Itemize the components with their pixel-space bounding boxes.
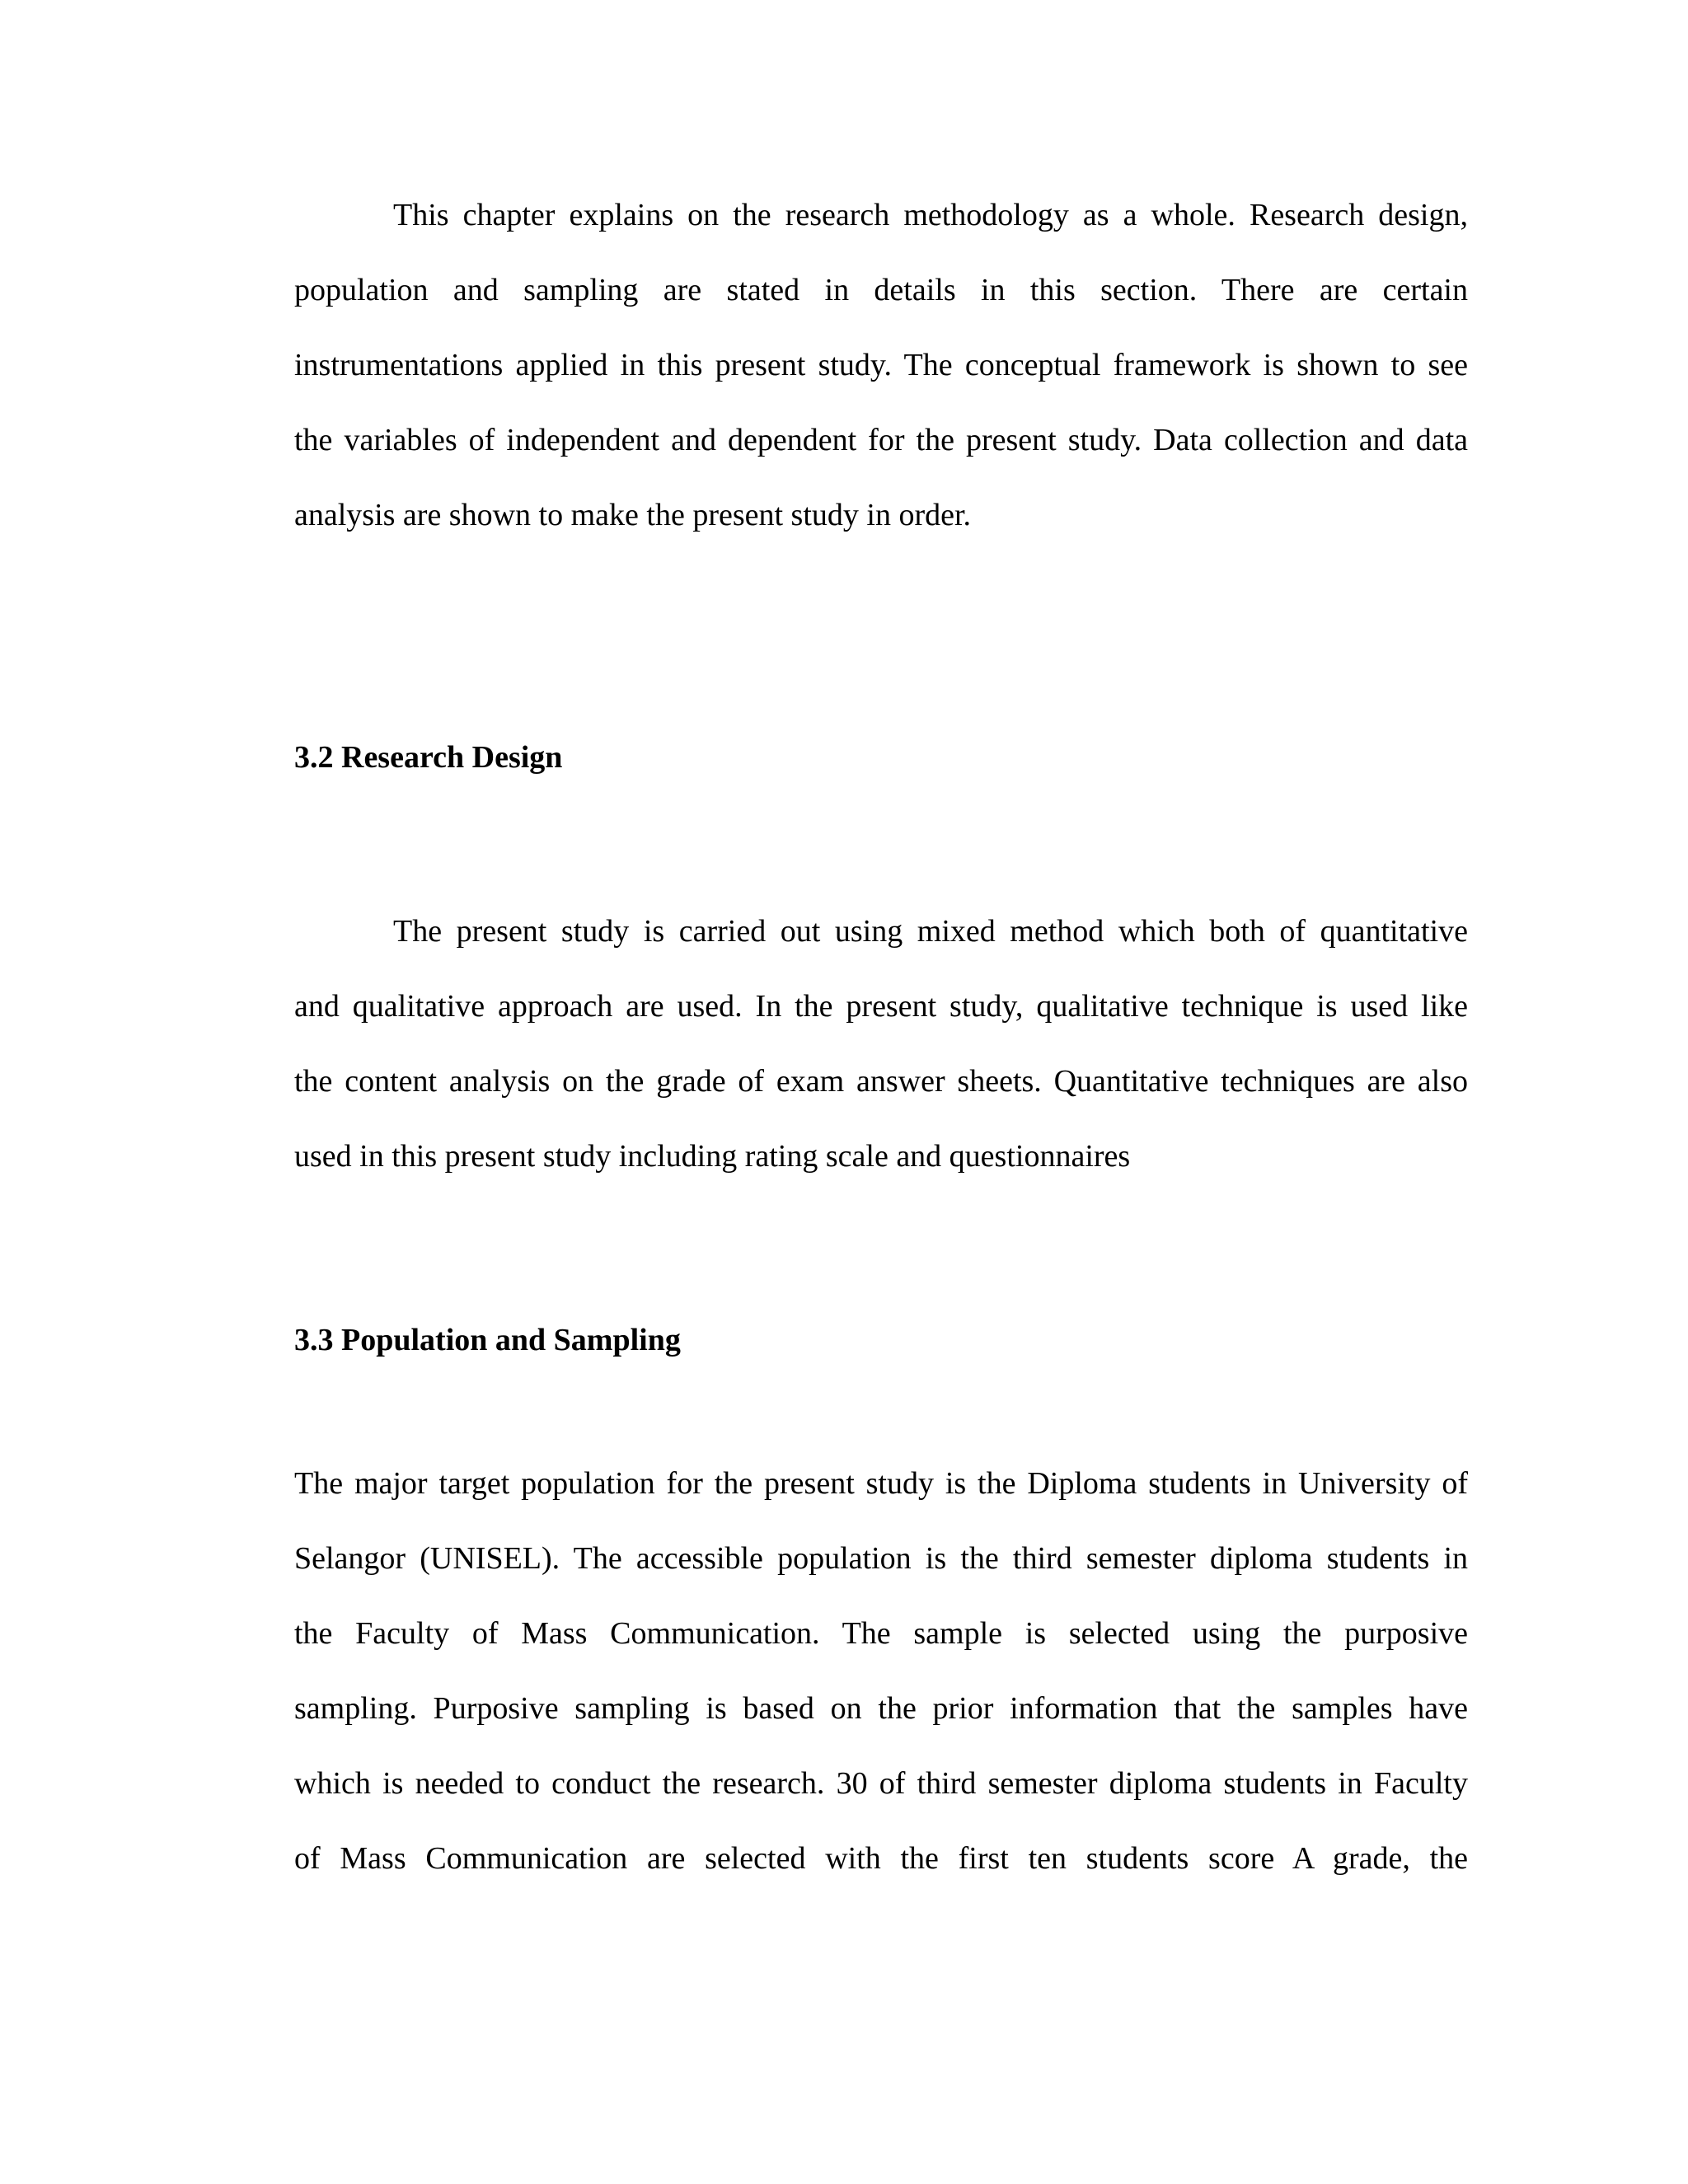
section-heading-research-design: 3.2 Research Design [294,740,563,775]
text-line: used in this present study including rating scale and questionnaires [294,1139,1131,1174]
population-sampling-paragraph [294,1446,1468,1896]
text-line: The present study is carried out using mixed method which both of quantitative [393,914,1468,949]
text-line: and qualitative approach are used. In the present study, qualitative technique is used like [294,989,1468,1024]
text-line: the Faculty of Mass Communication. The sample is selected using the purposive [294,1616,1468,1651]
text-line: analysis are shown to make the present study in order. [294,498,972,532]
section-heading-population-sampling: 3.3 Population and Sampling [294,1323,681,1357]
intro-paragraph [294,178,1468,553]
research-design-paragraph [294,894,1468,1194]
text-line: The major target population for the present study is the Diploma students in University of [294,1466,1468,1501]
text-line: Selangor (UNISEL). The accessible population is the third semester diploma students in [294,1541,1468,1576]
text-line: population and sampling are stated in details in this section. There are certain [294,273,1468,307]
text-line: of Mass Communication are selected with the first ten students score A grade, the [294,1841,1468,1876]
text-line: This chapter explains on the research methodology as a whole. Research design, [393,198,1468,232]
text-line: sampling. Purposive sampling is based on the prior information that the samples have [294,1691,1468,1726]
text-line: instrumentations applied in this present study. The conceptual framework is shown to see [294,348,1468,382]
text-line: which is needed to conduct the research. 30 of third semester diploma students in Faculty [294,1766,1468,1801]
text-line: the variables of independent and dependent for the present study. Data collection and data [294,423,1468,457]
text-line: the content analysis on the grade of exam answer sheets. Quantitative techniques are also [294,1064,1468,1099]
